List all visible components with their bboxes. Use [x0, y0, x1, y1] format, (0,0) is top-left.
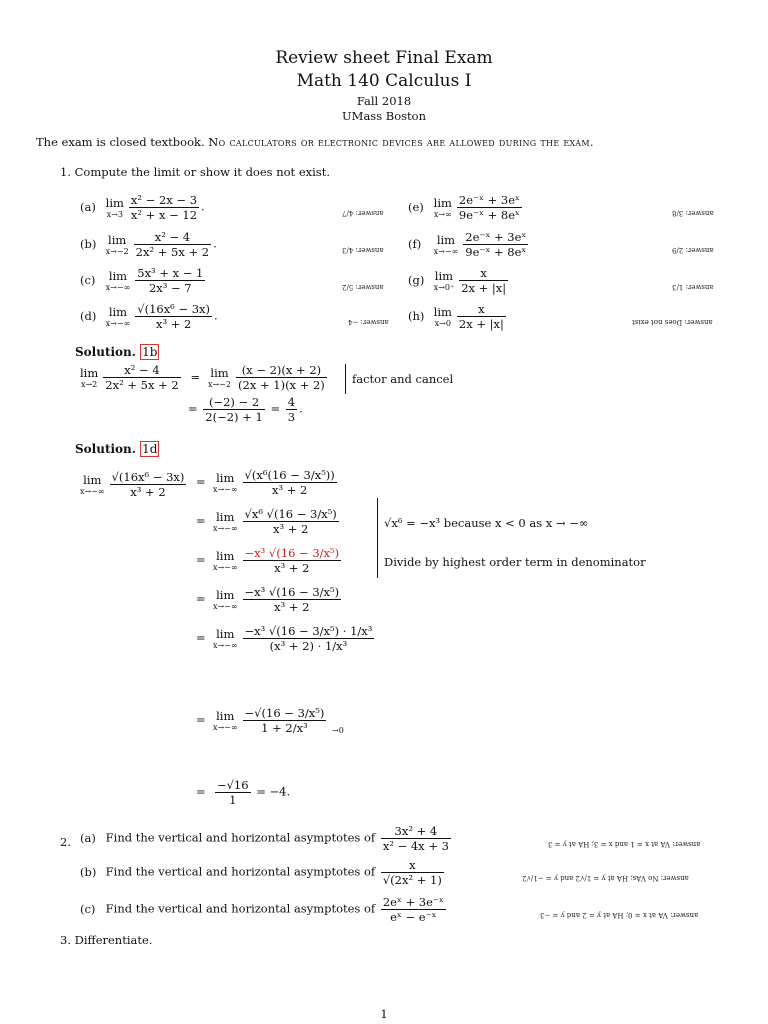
numerator: x² − 4 [124, 363, 160, 377]
lim-text: lim [433, 196, 452, 210]
q1-part-g [408, 266, 510, 295]
solution-1d-note1: √x⁶ = −x³ because x < 0 as x → −∞ [384, 516, 589, 530]
q1b-answer: answer: 4/3 [342, 246, 384, 254]
q1-part-a [80, 193, 205, 222]
solution-1d-step4: = lim x→−∞ $\frac{\text{−x³ √(16 − 3/x⁵)}}{\text{x³ + 2}}$ [196, 585, 340, 614]
note-divider [345, 364, 346, 394]
denominator: 2(−2) + 1 [205, 410, 263, 424]
lim-sub: x→−2 [105, 247, 129, 256]
numerator: 3x² + 4 [394, 824, 438, 838]
part-label: (b) [80, 236, 97, 251]
solution-label: Solution. [75, 442, 136, 456]
denominator: 2x² + 5x + 2 [105, 378, 179, 392]
numerator: √(16x⁶ − 3x) [137, 302, 211, 316]
part-text: Find the vertical and horizontal asymptotes of [105, 864, 376, 879]
lim-text: lim [108, 233, 127, 247]
solution-1d-step5: = lim x→−∞ $\frac{\text{−x³ √(16 − 3/x⁵) · 1/x³}}{\text{(x³ + 2) · 1/x³}}$ [196, 624, 373, 653]
solution-1b-note: factor and cancel [352, 372, 454, 386]
denominator: 2x + |x| [461, 281, 507, 295]
q1c-answer: answer: 5/2 [342, 283, 384, 291]
numerator: x [409, 858, 416, 872]
q1-part-f [408, 230, 530, 259]
part-text: Find the vertical and horizontal asymptotes of [105, 901, 376, 916]
lim-sub: x→0 [434, 319, 451, 328]
part-label: (e) [408, 199, 424, 214]
q1-part-b [80, 230, 217, 259]
lim-text: lim [433, 305, 452, 319]
tail: . [213, 236, 217, 251]
q1f-answer: answer: 2/9 [672, 246, 714, 254]
exam-rules [36, 135, 736, 149]
q1-part-d [80, 302, 218, 331]
numerator: 2e⁻ˣ + 3eˣ [465, 230, 527, 244]
q1-part-c [80, 266, 207, 295]
question-1-prompt: 1. Compute the limit or show it does not exist. [60, 165, 330, 179]
numerator: 2e⁻ˣ + 3eˣ [458, 193, 520, 207]
numerator: −√(16 − 3/x⁵) [244, 706, 325, 720]
denominator: 9e⁻ˣ + 8eˣ [465, 245, 527, 259]
part-label: (g) [408, 272, 425, 287]
term: Fall 2018 [356, 94, 412, 108]
numerator: −x³ √(16 − 3/x⁵) [244, 546, 340, 560]
tail: . [201, 199, 205, 214]
denominator: x³ + 2 [243, 560, 342, 575]
solution-1d-heading [75, 442, 159, 456]
solution-1d-step6: = lim x→−∞ $\frac{\text{−√(16 − 3/x⁵)}}{\text{1 + 2/x³}}$ →0 [196, 706, 344, 735]
lim-sub: x→3 [106, 210, 123, 219]
solution-1b-heading [75, 345, 159, 359]
solution-1b-line2: = $\frac{(-2) - 2}{2(-2) + 1}$ = $\frac{4}{3}$ . [188, 395, 303, 424]
part-label: (a) [80, 199, 96, 214]
q1e-answer: answer: 3/8 [672, 209, 714, 217]
q1d-answer: answer: −4 [348, 318, 389, 326]
solution-1d-step2: = lim x→−∞ $\frac{\text{√x⁶ √(16 − 3/x⁵)}}{\text{x³ + 2}}$ [196, 507, 337, 536]
numerator: √(x⁶(16 − 3/x⁵)) [244, 468, 335, 482]
denominator: (2x + 1)(x + 2) [238, 378, 325, 392]
q1-part-e [408, 193, 524, 222]
rules-plain: The exam is closed textbook. [36, 135, 205, 149]
numerator: 4 [287, 395, 296, 409]
q1g-answer: answer: 1/3 [672, 283, 714, 291]
denominator: x³ + 2 [243, 599, 342, 614]
solution-1d-note2: Divide by highest order term in denominator [384, 555, 646, 569]
lim-text: lim [105, 196, 124, 210]
q2c-answer: answer: VA at x = 0; HA at y = 2 and y = −3 [540, 911, 699, 919]
denominator: eˣ − e⁻ˣ [381, 909, 446, 924]
solution-1d-step3: = lim x→−∞ $\frac{\text{−x³ √(16 − 3/x⁵)}}{\text{x³ + 2}}$ [196, 546, 340, 575]
rules-smallcaps: No calculators or electronic devices are allowed during the exam. [208, 135, 594, 149]
lim-text: lim [436, 233, 456, 247]
numerator: 5x³ + x − 1 [137, 266, 204, 280]
denominator: 1 + 2/x³ [243, 720, 327, 735]
solution-ref-link[interactable]: 1d [142, 442, 158, 456]
lim-text: lim [108, 305, 128, 319]
solution-1d-step0: lim x→−∞ $\frac{\text{√(16x⁶ − 3x)}}{\text{x³ + 2}}$ [80, 470, 185, 499]
denominator: 2x + |x| [458, 317, 504, 331]
q2-part-b [80, 858, 446, 887]
solution-1b-line1: lim x→2 $\frac{\text{x² − 4}}{\text{2x² + 5x + 2}}$ = lim x→−2 $\frac{(x - 2)(x + 2)}{(2x + 1)(x + 2)}$ [80, 363, 325, 392]
part-text: Find the vertical and horizontal asymptotes of [105, 830, 376, 845]
numerator: x [480, 266, 487, 280]
denominator: 2x² + 5x + 2 [135, 245, 210, 259]
denominator: √(2x² + 1) [382, 873, 442, 887]
denominator: x² + x − 12 [130, 208, 198, 222]
lim-sub: x→0⁺ [433, 283, 455, 292]
lim-text: lim [108, 269, 128, 283]
numerator: −x³ √(16 − 3/x⁵) · 1/x³ [244, 624, 373, 638]
lim-sub: x→−∞ [105, 283, 131, 292]
numerator: x² − 2x − 3 [130, 193, 198, 207]
part-label: (b) [80, 864, 97, 879]
denominator: x³ + 2 [243, 482, 337, 497]
solution-1d-final: = $\frac{-√16}{1}$ = −4. [196, 778, 291, 807]
final-result: = −4. [256, 784, 291, 799]
page-number: 1 [380, 1007, 388, 1021]
denominator: 3 [287, 410, 296, 424]
school: UMass Boston [341, 109, 426, 123]
q1h-answer: answer: Does not exist [632, 318, 713, 326]
q1-part-h [408, 302, 508, 331]
numerator: x [478, 302, 485, 316]
denominator: 1 [215, 792, 251, 807]
part-label: (a) [80, 830, 96, 845]
denominator: x² − 4x + 3 [382, 839, 449, 853]
question-2-number: 2. [60, 835, 71, 849]
numerator: √(16x⁶ − 3x) [111, 470, 185, 484]
numerator: −x³ √(16 − 3/x⁵) [244, 585, 340, 599]
solution-1d-step1: = lim x→−∞ $\frac{\text{√(x⁶(16 − 3/x⁵))}}{\text{x³ + 2}}$ [196, 468, 335, 497]
note-divider [377, 498, 378, 578]
part-label: (c) [80, 272, 96, 287]
lim-text: lim [434, 269, 454, 283]
denominator: x³ + 2 [110, 484, 187, 499]
part-label: (c) [80, 901, 96, 916]
denominator: 2x³ − 7 [135, 280, 205, 295]
part-label: (d) [80, 308, 97, 323]
lim-sub: x→−∞ [105, 319, 131, 328]
numerator: (x − 2)(x + 2) [241, 363, 322, 377]
numerator: −√16 [216, 778, 249, 792]
q2b-answer: answer: No VAs; HA at y = 1/√2 and y = −1/√2 [522, 874, 689, 882]
denominator: x³ + 2 [243, 521, 339, 536]
numerator: 2eˣ + 3e⁻ˣ [382, 895, 444, 909]
solution-label: Solution. [75, 345, 136, 359]
denominator: 9e⁻ˣ + 8eˣ [458, 208, 520, 222]
denominator: x³ + 2 [135, 316, 212, 331]
q1a-answer: answer: 4/7 [342, 209, 384, 217]
numerator: √x⁶ √(16 − 3/x⁵) [244, 507, 337, 521]
part-label: (h) [408, 308, 425, 323]
lim-sub: x→−∞ [433, 247, 459, 256]
tail: . [214, 308, 218, 323]
q2-part-a [80, 824, 453, 853]
q2-part-c [80, 895, 448, 924]
numerator: x² − 4 [154, 230, 191, 244]
numerator: (−2) − 2 [208, 395, 260, 409]
lim-sub: x→∞ [433, 210, 452, 219]
q2a-answer: answer: VA at x = 1 and x = 3; HA at y = 3 [548, 840, 701, 848]
doc-title: Review sheet Final Exam [275, 48, 493, 68]
course-name: Math 140 Calculus I [296, 71, 472, 91]
part-label: (f) [408, 236, 422, 251]
solution-ref-link[interactable]: 1b [142, 345, 158, 359]
denominator: (x³ + 2) · 1/x³ [243, 638, 375, 653]
tends-to-zero: →0 [332, 726, 344, 735]
question-3-prompt: 3. Differentiate. [60, 933, 153, 947]
